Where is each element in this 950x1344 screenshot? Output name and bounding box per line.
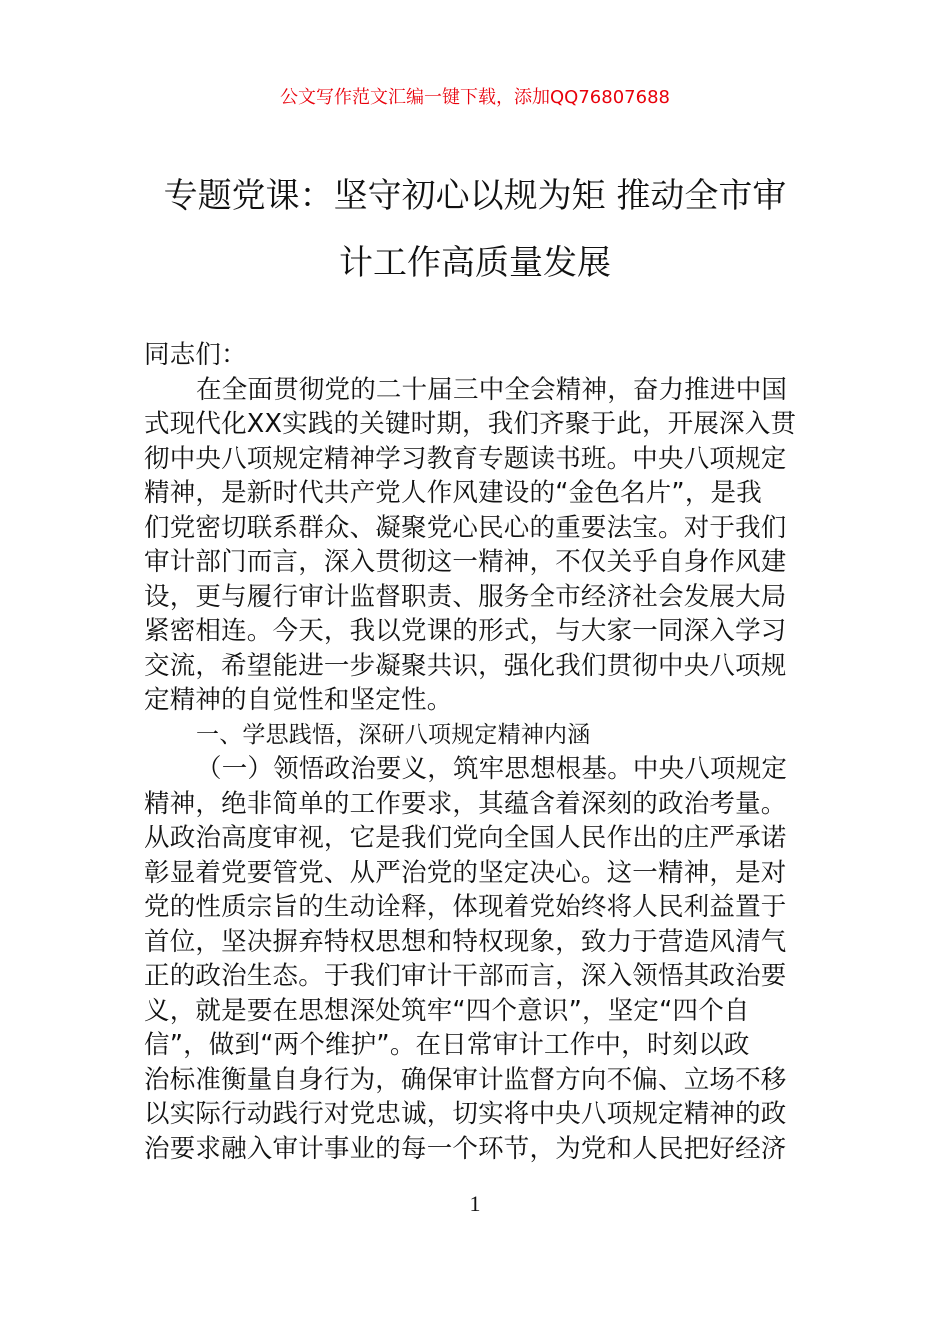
page-number: 1 xyxy=(469,1191,481,1216)
salutation: 同志们： xyxy=(144,340,247,370)
paragraph-line: 紧密相连。今天，我以党课的形式，与大家一同深入学习 xyxy=(144,616,787,646)
title-line-2: 计工作高质量发展 xyxy=(339,243,611,283)
paragraph-line: 定精神的自觉性和坚定性。 xyxy=(144,685,453,715)
paragraph-line: 彰显着党要管党、从严治党的坚定决心。这一精神，是对 xyxy=(144,857,787,888)
paragraph-line: 党的性质宗旨的生动诠释，体现着党始终将人民利益置于 xyxy=(144,892,787,922)
section-heading: 一、学思践悟，深研八项规定精神内涵 xyxy=(196,721,591,748)
paragraph-line: 们党密切联系群众、凝聚党心民心的重要法宝。对于我们 xyxy=(144,512,787,543)
paragraph-line: 义，就是要在思想深处筑牢“四个意识”，坚定“四个自 xyxy=(144,995,750,1026)
paragraph-line: 治标准衡量自身行为，确保审计监督方向不偏、立场不移 xyxy=(144,1064,787,1095)
download-notice: 公文写作范文汇编一键下载，添加QQ76807688 xyxy=(280,87,670,108)
paragraph-line: 首位，坚决摒弃特权思想和特权现象，致力于营造风清气 xyxy=(144,926,787,957)
paragraph-line: 设，更与履行审计监督职责、服务全市经济社会发展大局 xyxy=(144,581,787,612)
paragraph-line: 以实际行动践行对党忠诚，切实将中央八项规定精神的政 xyxy=(144,1099,787,1129)
paragraph-line: 正的政治生态。于我们审计干部而言，深入领悟其政治要 xyxy=(144,961,787,991)
paragraph-line: 审计部门而言，深入贯彻这一精神，不仅关乎自身作风建 xyxy=(144,547,787,577)
paragraph-line: 信”，做到“两个维护”。在日常审计工作中，时刻以政 xyxy=(144,1030,750,1060)
title-line-1: 专题党课：坚守初心以规为矩 推动全市审 xyxy=(163,176,787,216)
paragraph-line: 交流，希望能进一步凝聚共识，强化我们贯彻中央八项规 xyxy=(144,650,787,681)
subsection-line: （一）领悟政治要义，筑牢思想根基。中央八项规定 xyxy=(196,754,788,784)
paragraph-line: 治要求融入审计事业的每一个环节，为党和人民把好经济 xyxy=(144,1133,787,1164)
paragraph-line: 从政治高度审视，它是我们党向全国人民作出的庄严承诺 xyxy=(144,823,787,853)
body-text xyxy=(144,338,824,1166)
paragraph-line: 式现代化XX实践的关键时期，我们齐聚于此，开展深入贯 xyxy=(144,409,797,439)
paragraph-line: 精神，绝非简单的工作要求，其蕴含着深刻的政治考量。 xyxy=(144,788,787,819)
paragraph-line: 在全面贯彻党的二十届三中全会精神，奋力推进中国 xyxy=(196,374,788,405)
paragraph-line: 精神，是新时代共产党人作风建设的“金色名片”，是我 xyxy=(144,478,762,508)
paragraph-line: 彻中央八项规定精神学习教育专题读书班。中央八项规定 xyxy=(144,443,787,474)
